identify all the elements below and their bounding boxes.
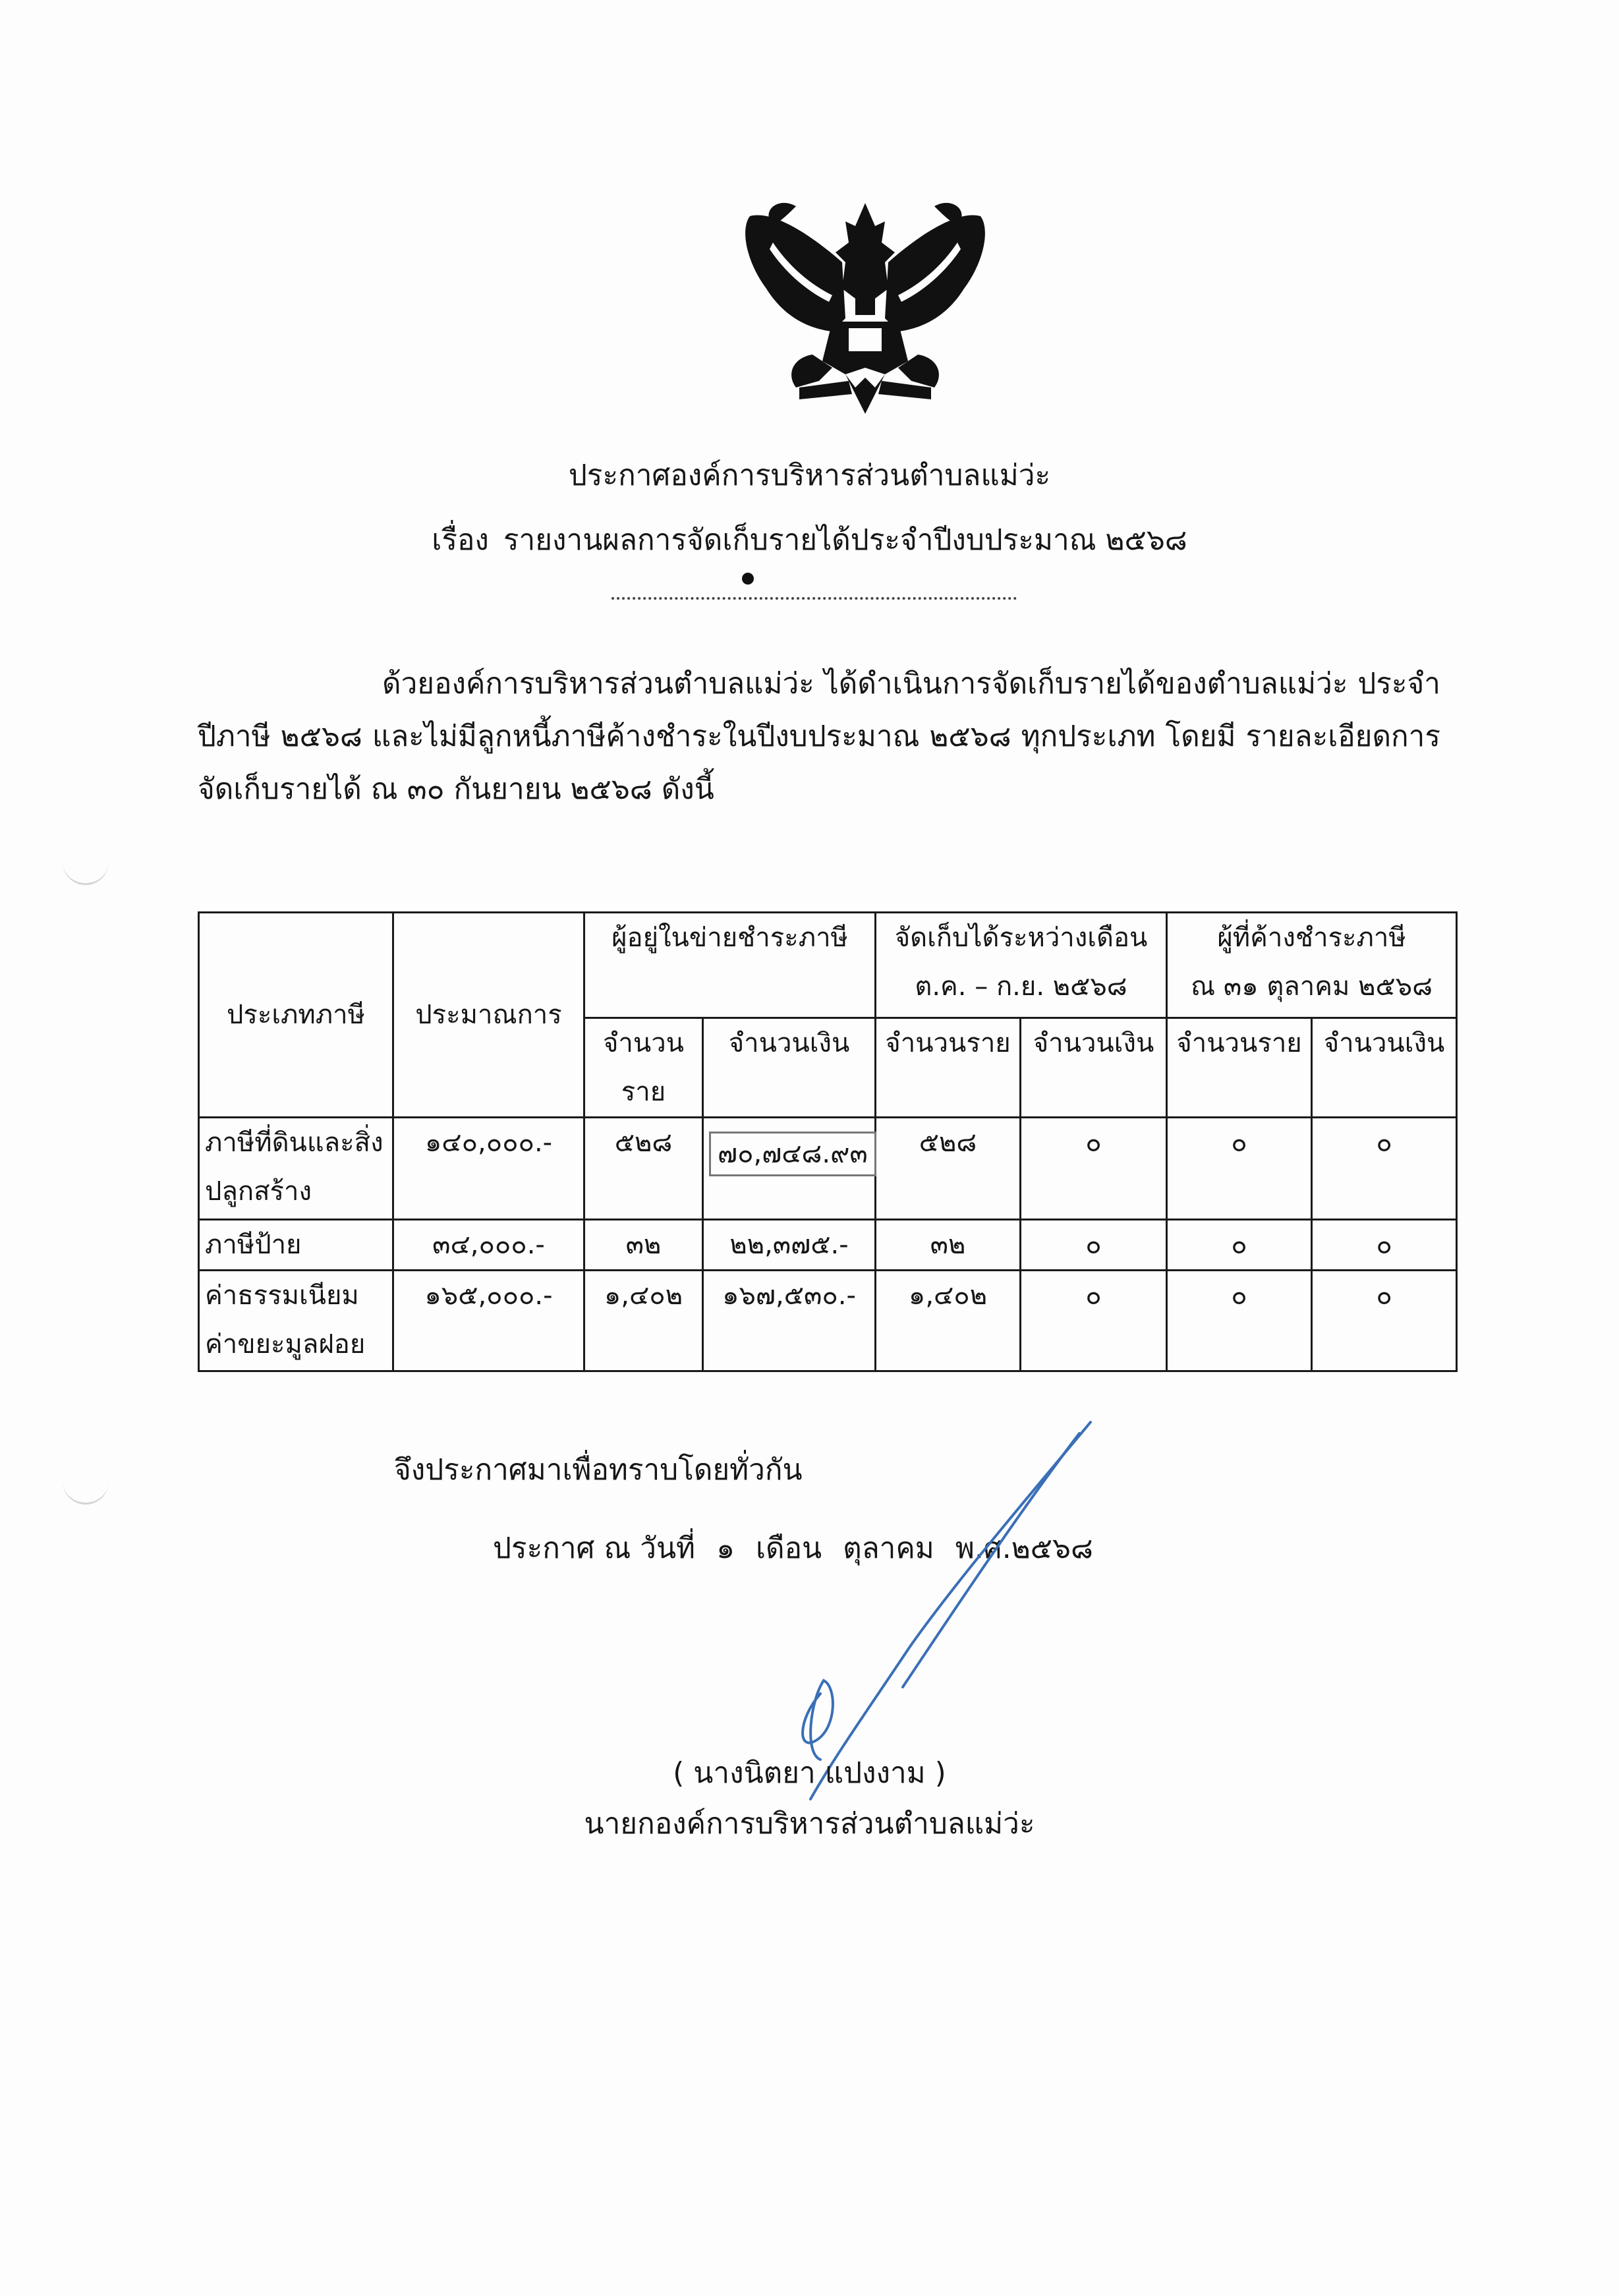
subject-label: เรื่อง xyxy=(432,523,489,557)
cell-tax-type: ค่าธรรมเนียมค่าขยะมูลฝอย xyxy=(199,1271,393,1371)
cell-outstanding-count: ๐ xyxy=(1167,1220,1312,1271)
header-outstanding-amount: จำนวนเงิน xyxy=(1312,1018,1457,1118)
date-day: ๑ xyxy=(716,1532,735,1565)
cell-collected-amount: ๐ xyxy=(1021,1271,1167,1371)
header-collected-amount: จำนวนเงิน xyxy=(1021,1018,1167,1118)
cell-outstanding-amount: ๐ xyxy=(1312,1220,1457,1271)
signatory-position: นายกองค์การบริหารส่วนตำบลแม่ว่ะ xyxy=(584,1807,1035,1841)
header-payers-amount: จำนวนเงิน xyxy=(703,1018,876,1118)
header-taxpayers: ผู้อยู่ในข่ายชำระภาษี xyxy=(584,913,876,1018)
cell-estimate: ๓๔,๐๐๐.- xyxy=(393,1220,584,1271)
cell-outstanding-count: ๐ xyxy=(1167,1271,1312,1371)
cell-payers-amount: ๑๖๗,๕๓๐.- xyxy=(703,1271,876,1371)
header-outstanding-count: จำนวนราย xyxy=(1167,1018,1312,1118)
cell-outstanding-amount: ๐ xyxy=(1312,1271,1457,1371)
punch-hole-mark xyxy=(63,857,109,885)
cell-collected-amount: ๐ xyxy=(1021,1220,1167,1271)
signatory-name: ( นางนิตยา แปงงาม ) xyxy=(673,1756,946,1790)
cell-payers-count: ๑,๔๐๒ xyxy=(584,1271,703,1371)
cell-estimate: ๑๔๐,๐๐๐.- xyxy=(393,1118,584,1220)
cell-payers-count: ๓๒ xyxy=(584,1220,703,1271)
table-row xyxy=(199,1220,1457,1271)
header-payers-count: จำนวนราย xyxy=(584,1018,703,1118)
cell-payers-amount: ๒๒,๓๗๕.- xyxy=(703,1220,876,1271)
header-collected xyxy=(876,913,1167,1018)
garuda-emblem-icon xyxy=(733,190,998,424)
date-prefix: ประกาศ ณ วันที่ xyxy=(493,1532,696,1565)
cell-tax-type: ภาษีป้าย xyxy=(199,1220,393,1271)
cell-payers-count: ๕๒๘ xyxy=(584,1118,703,1220)
header-outstanding-line1: ผู้ที่ค้างชำระภาษี xyxy=(1217,923,1406,953)
boxed-amount: ๗๐,๗๔๘.๙๓ xyxy=(709,1132,876,1176)
date-year: พ.ศ.๒๕๖๘ xyxy=(955,1532,1093,1565)
body-paragraph: ด้วยองค์การบริหารส่วนตำบลแม่ว่ะ ได้ดำเนินการจัดเก็บรายได้ของตำบลแม่ว่ะ ประจำปีภาษี ๒๕๖๘ และไม่มีลูกหนี้ภาษีค้างชำระในปีงบประมาณ ๒๕๖๘ ทุกประเภท โดยมี รายละเอียดการจัดเก็บรายได้ ณ ๓๐ กันยายน ๒๕๖๘ ดังนี้ xyxy=(198,667,1440,806)
header-tax-type: ประเภทภาษี xyxy=(199,913,393,1118)
header-collected-line1: จัดเก็บได้ระหว่างเดือน xyxy=(894,923,1148,953)
header-outstanding-line2: ณ ๓๑ ตุลาคม ๒๕๖๘ xyxy=(1191,971,1433,1002)
header-collected-line2: ต.ค. – ก.ย. ๒๕๖๘ xyxy=(915,971,1127,1002)
announcement-title: ประกาศองค์การบริหารส่วนตำบลแม่ว่ะ xyxy=(568,459,1051,492)
header-collected-count: จำนวนราย xyxy=(876,1018,1021,1118)
cell-payers-amount xyxy=(703,1118,876,1220)
cell-outstanding-amount: ๐ xyxy=(1312,1118,1457,1220)
table-row xyxy=(199,1271,1457,1371)
cell-collected-count: ๑,๔๐๒ xyxy=(876,1271,1021,1371)
cell-tax-type: ภาษีที่ดินและสิ่งปลูกสร้าง xyxy=(199,1118,393,1220)
header-estimate: ประมาณการ xyxy=(393,913,584,1118)
announcement-subject xyxy=(0,517,1619,563)
table-row xyxy=(199,1118,1457,1220)
cell-estimate: ๑๖๕,๐๐๐.- xyxy=(393,1271,584,1371)
closing-text: จึงประกาศมาเพื่อทราบโดยทั่วกัน xyxy=(394,1453,803,1487)
header-outstanding xyxy=(1167,913,1457,1018)
punch-hole-mark xyxy=(63,1476,109,1505)
revenue-table xyxy=(198,911,1458,1372)
cell-collected-amount: ๐ xyxy=(1021,1118,1167,1220)
date-month: ตุลาคม xyxy=(843,1532,934,1565)
cell-outstanding-count: ๐ xyxy=(1167,1118,1312,1220)
subject-text: รายงานผลการจัดเก็บรายได้ประจำปีงบประมาณ ๒๕๖๘ xyxy=(503,523,1187,557)
dotted-divider xyxy=(611,597,1017,600)
bullet-mark xyxy=(742,573,754,585)
cell-collected-count: ๓๒ xyxy=(876,1220,1021,1271)
date-month-label: เดือน xyxy=(756,1532,822,1565)
cell-collected-count: ๕๒๘ xyxy=(876,1118,1021,1220)
